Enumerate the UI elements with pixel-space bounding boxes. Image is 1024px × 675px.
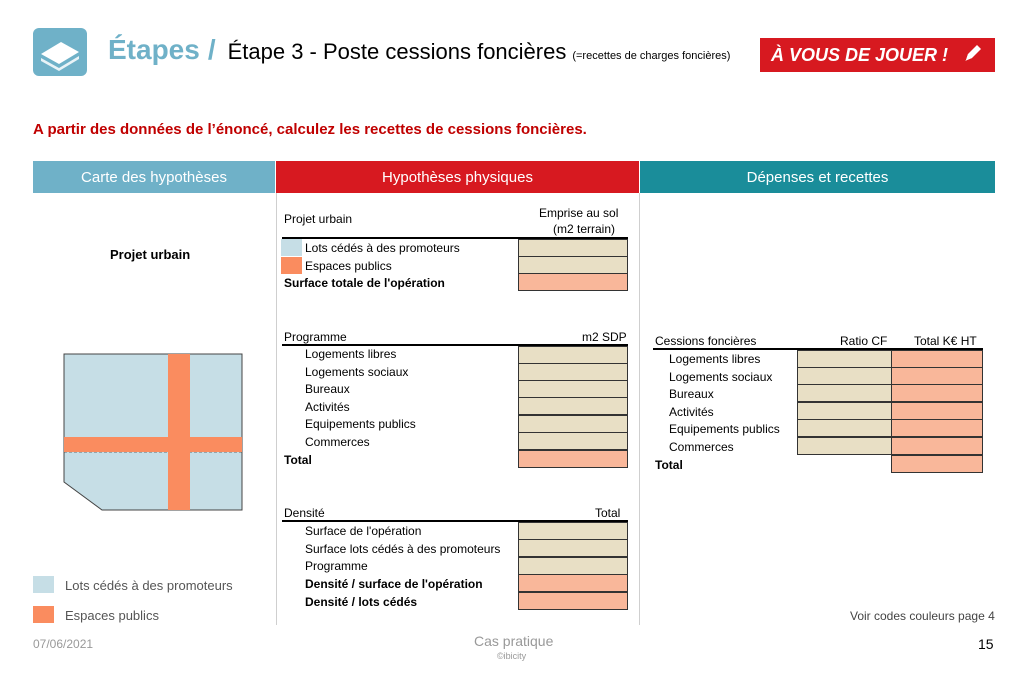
programme-title: Programme (284, 330, 347, 344)
input-cell[interactable] (518, 256, 628, 274)
input-cell[interactable] (518, 522, 628, 540)
programme-col-header: m2 SDP (582, 330, 627, 344)
input-cell[interactable] (518, 380, 628, 398)
cessions-title: Cessions foncières (655, 334, 757, 348)
title-slash: / (207, 34, 216, 65)
result-cell[interactable] (518, 450, 628, 468)
cessions-row-label: Bureaux (669, 387, 714, 401)
title-step: Étape 3 - Poste cessions foncières (227, 39, 567, 64)
programme-row-label: Total (284, 453, 312, 467)
projet-row-label: Surface totale de l'opération (284, 276, 445, 290)
projet-col-header-1: Emprise au sol (539, 206, 619, 220)
total-cell[interactable] (891, 402, 983, 420)
footer-center: Cas pratique (474, 633, 554, 649)
instruction-text: A partir des données de l’énoncé, calculez les recettes de cessions foncières. (33, 121, 587, 138)
densite-row-label: Densité / lots cédés (305, 595, 418, 609)
input-cell[interactable] (518, 539, 628, 557)
title-note: (=recettes de charges foncières) (572, 50, 731, 62)
result-cell[interactable] (518, 273, 628, 291)
column-header-expenses: Dépenses et recettes (640, 161, 995, 193)
densite-col-header: Total (595, 506, 621, 520)
cessions-row-label: Equipements publics (669, 422, 780, 436)
ratio-cell[interactable] (797, 350, 892, 368)
result-cell[interactable] (518, 592, 628, 610)
color-codes-note: Voir codes couleurs page 4 (850, 609, 995, 623)
swatch-lots (281, 239, 302, 256)
total-cell[interactable] (891, 437, 983, 455)
page-number: 15 (978, 636, 994, 652)
column-header-physical: Hypothèses physiques (276, 161, 639, 193)
swatch-public (281, 257, 302, 274)
legend-swatch-public (33, 606, 54, 623)
footer-date: 07/06/2021 (33, 637, 94, 651)
input-cell[interactable] (518, 363, 628, 381)
total-cell[interactable] (891, 384, 983, 402)
projet-row-label: Lots cédés à des promoteurs (305, 241, 460, 255)
cessions-row-label: Logements libres (669, 352, 761, 366)
logo-icon (33, 28, 87, 76)
pencil-icon (962, 42, 984, 69)
cessions-col-total: Total K€ HT (914, 334, 977, 348)
projet-col-header-2: (m2 terrain) (553, 222, 616, 236)
legend-label-public: Espaces publics (65, 608, 159, 623)
ratio-cell[interactable] (797, 437, 892, 455)
cessions-row-label: Activités (669, 405, 714, 419)
input-cell[interactable] (518, 346, 628, 364)
play-button-label: À VOUS DE JOUER ! (770, 44, 949, 65)
densite-row-label: Densité / surface de l'opération (305, 577, 483, 591)
urban-project-map (62, 352, 244, 517)
programme-row-label: Activités (305, 400, 350, 414)
ratio-cell[interactable] (797, 402, 892, 420)
play-button[interactable] (760, 38, 995, 72)
column-divider (639, 193, 640, 625)
input-cell[interactable] (518, 557, 628, 575)
legend-label-lots: Lots cédés à des promoteurs (65, 578, 233, 593)
total-cell[interactable] (891, 350, 983, 368)
total-cell[interactable] (891, 419, 983, 437)
projet-row-label: Espaces publics (305, 259, 392, 273)
input-cell[interactable] (518, 397, 628, 415)
input-cell[interactable] (518, 239, 628, 257)
title-main: Étapes (108, 34, 200, 65)
ratio-cell[interactable] (797, 384, 892, 402)
densite-row-label: Surface lots cédés à des promoteurs (305, 542, 501, 556)
ratio-cell[interactable] (797, 367, 892, 385)
total-cell[interactable] (891, 455, 983, 473)
cessions-col-ratio: Ratio CF (840, 334, 888, 348)
page-title (108, 34, 730, 70)
programme-row-label: Logements libres (305, 347, 397, 361)
cessions-row-label: Total (655, 458, 683, 472)
programme-row-label: Commerces (305, 435, 370, 449)
total-cell[interactable] (891, 367, 983, 385)
column-divider (276, 193, 277, 625)
footer-copyright: ©ibicity (497, 651, 527, 661)
cessions-row-label: Commerces (669, 440, 734, 454)
cessions-row-label: Logements sociaux (669, 370, 773, 384)
result-cell[interactable] (518, 574, 628, 592)
programme-row-label: Equipements publics (305, 417, 416, 431)
legend-swatch-lots (33, 576, 54, 593)
densite-title: Densité (284, 506, 325, 520)
programme-row-label: Bureaux (305, 382, 350, 396)
column-header-map: Carte des hypothèses (33, 161, 275, 193)
densite-row-label: Surface de l'opération (305, 524, 422, 538)
ratio-cell[interactable] (797, 419, 892, 437)
input-cell[interactable] (518, 432, 628, 450)
map-title: Projet urbain (110, 247, 191, 262)
input-cell[interactable] (518, 415, 628, 433)
programme-row-label: Logements sociaux (305, 365, 409, 379)
projet-title: Projet urbain (284, 212, 353, 226)
densite-row-label: Programme (305, 559, 368, 573)
